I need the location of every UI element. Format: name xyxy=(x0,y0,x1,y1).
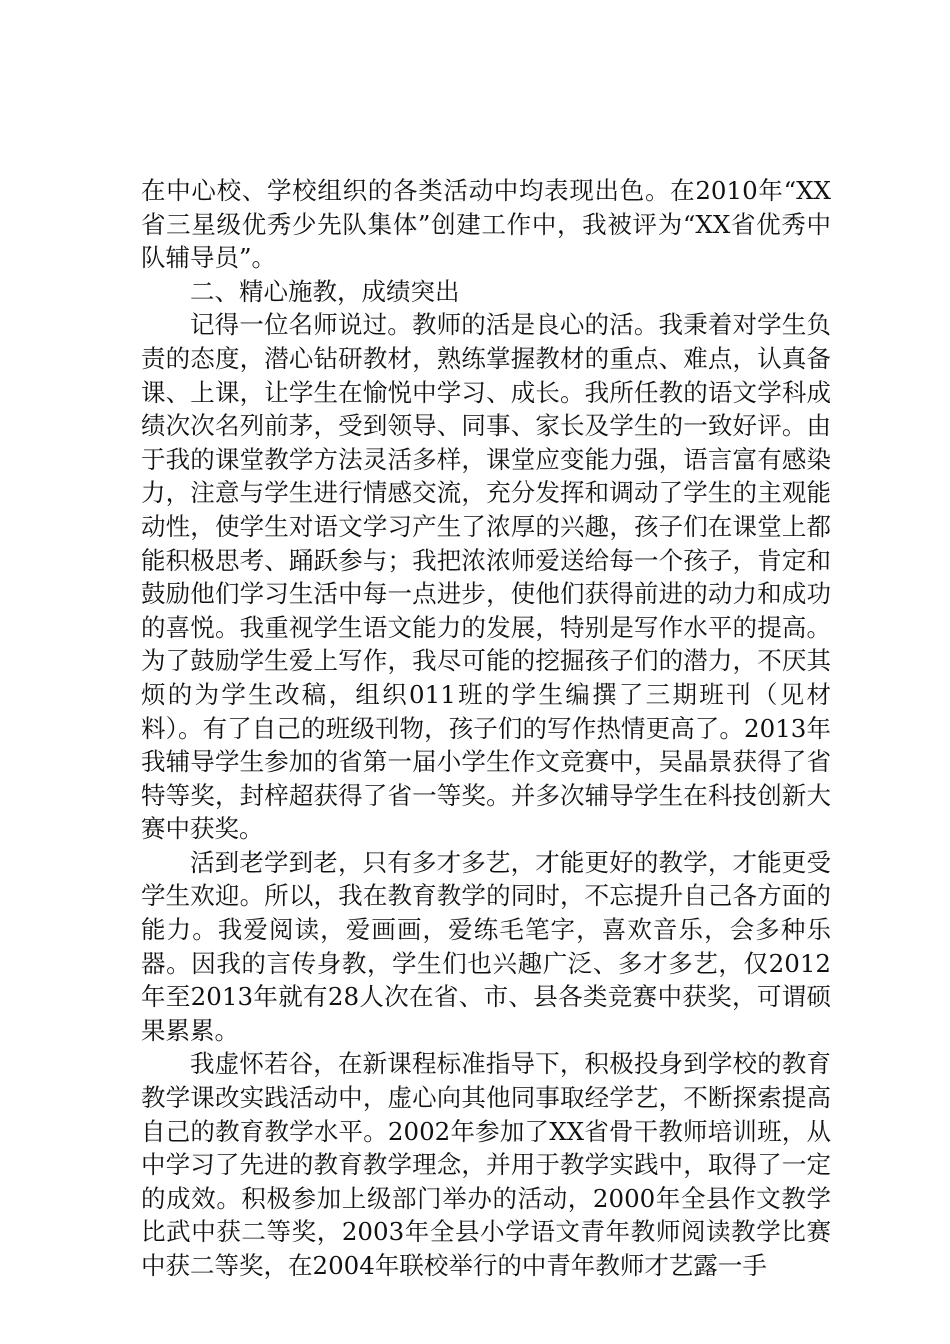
section-heading: 二、精心施教，成绩突出 xyxy=(190,276,460,306)
document-body xyxy=(141,174,831,1283)
paragraph-continuation: 在中心校、学校组织的各类活动中均表现出色。在2010年“XX省三星级优秀少先队集体”创建工作中，我被评为“XX省优秀中队辅导员”。 xyxy=(141,176,831,273)
paragraph-teaching: 记得一位名师说过。教师的活是良心的活。我秉着对学生负责的态度，潜心钻研教材，熟练掌握教材的重点、难点，认真备课、上课，让学生在愉悦中学习、成长。我所任教的语文学科成绩次次名列前茅，受到领导、同事、家长及学生的一致好评。由于我的课堂教学方法灵活多样，课堂应变能力强，语言富有感染力，注意与学生进行情感交流，充分发挥和调动了学生的主观能动性，使学生对语文学习产生了浓厚的兴趣，孩子们在课堂上都能积极思考、踊跃参与；我把浓浓师爱送给每一个孩子，肯定和鼓励他们学习生活中每一点进步，使他们获得前进的动力和成功的喜悦。我重视学生语文能力的发展，特别是写作水平的提高。为了鼓励学生爱上写作，我尽可能的挖掘孩子们的潜力，不厌其烦的为学生改稿，组织011班的学生编撰了三期班刊（见材料）。有了自己的班级刊物，孩子们的写作热情更高了。2013年我辅导学生参加的省第一届小学生作文竞赛中，吴晶景获得了省特等奖，封梓超获得了省一等奖。并多次辅导学生在科技创新大赛中获奖。 xyxy=(141,310,831,844)
paragraph-lifelong-learning: 活到老学到老，只有多才多艺，才能更好的教学，才能更受学生欢迎。所以，我在教育教学的同时，不忘提升自己各方面的能力。我爱阅读，爱画画，爱练毛笔字，喜欢音乐，会多种乐器。因我的言传身教，学生们也兴趣广泛、多才多艺，仅2012年至2013年就有28人次在省、市、县各类竞赛中获奖，可谓硕果累累。 xyxy=(141,847,831,1045)
paragraph-professional-development: 我虚怀若谷，在新课程标准指导下，积极投身到学校的教育教学课改实践活动中，虚心向其他同事取经学艺，不断探索提高自己的教育教学水平。2002年参加了XX省骨干教师培训班，从中学习了先进的教育教学理念，并用于教学实践中，取得了一定的成效。积极参加上级部门举办的活动，2000年全县作文教学比武中获二等奖，2003年全县小学语文青年教师阅读教学比赛中获二等奖，在2004年联校举行的中青年教师才艺露一手 xyxy=(141,1049,831,1280)
